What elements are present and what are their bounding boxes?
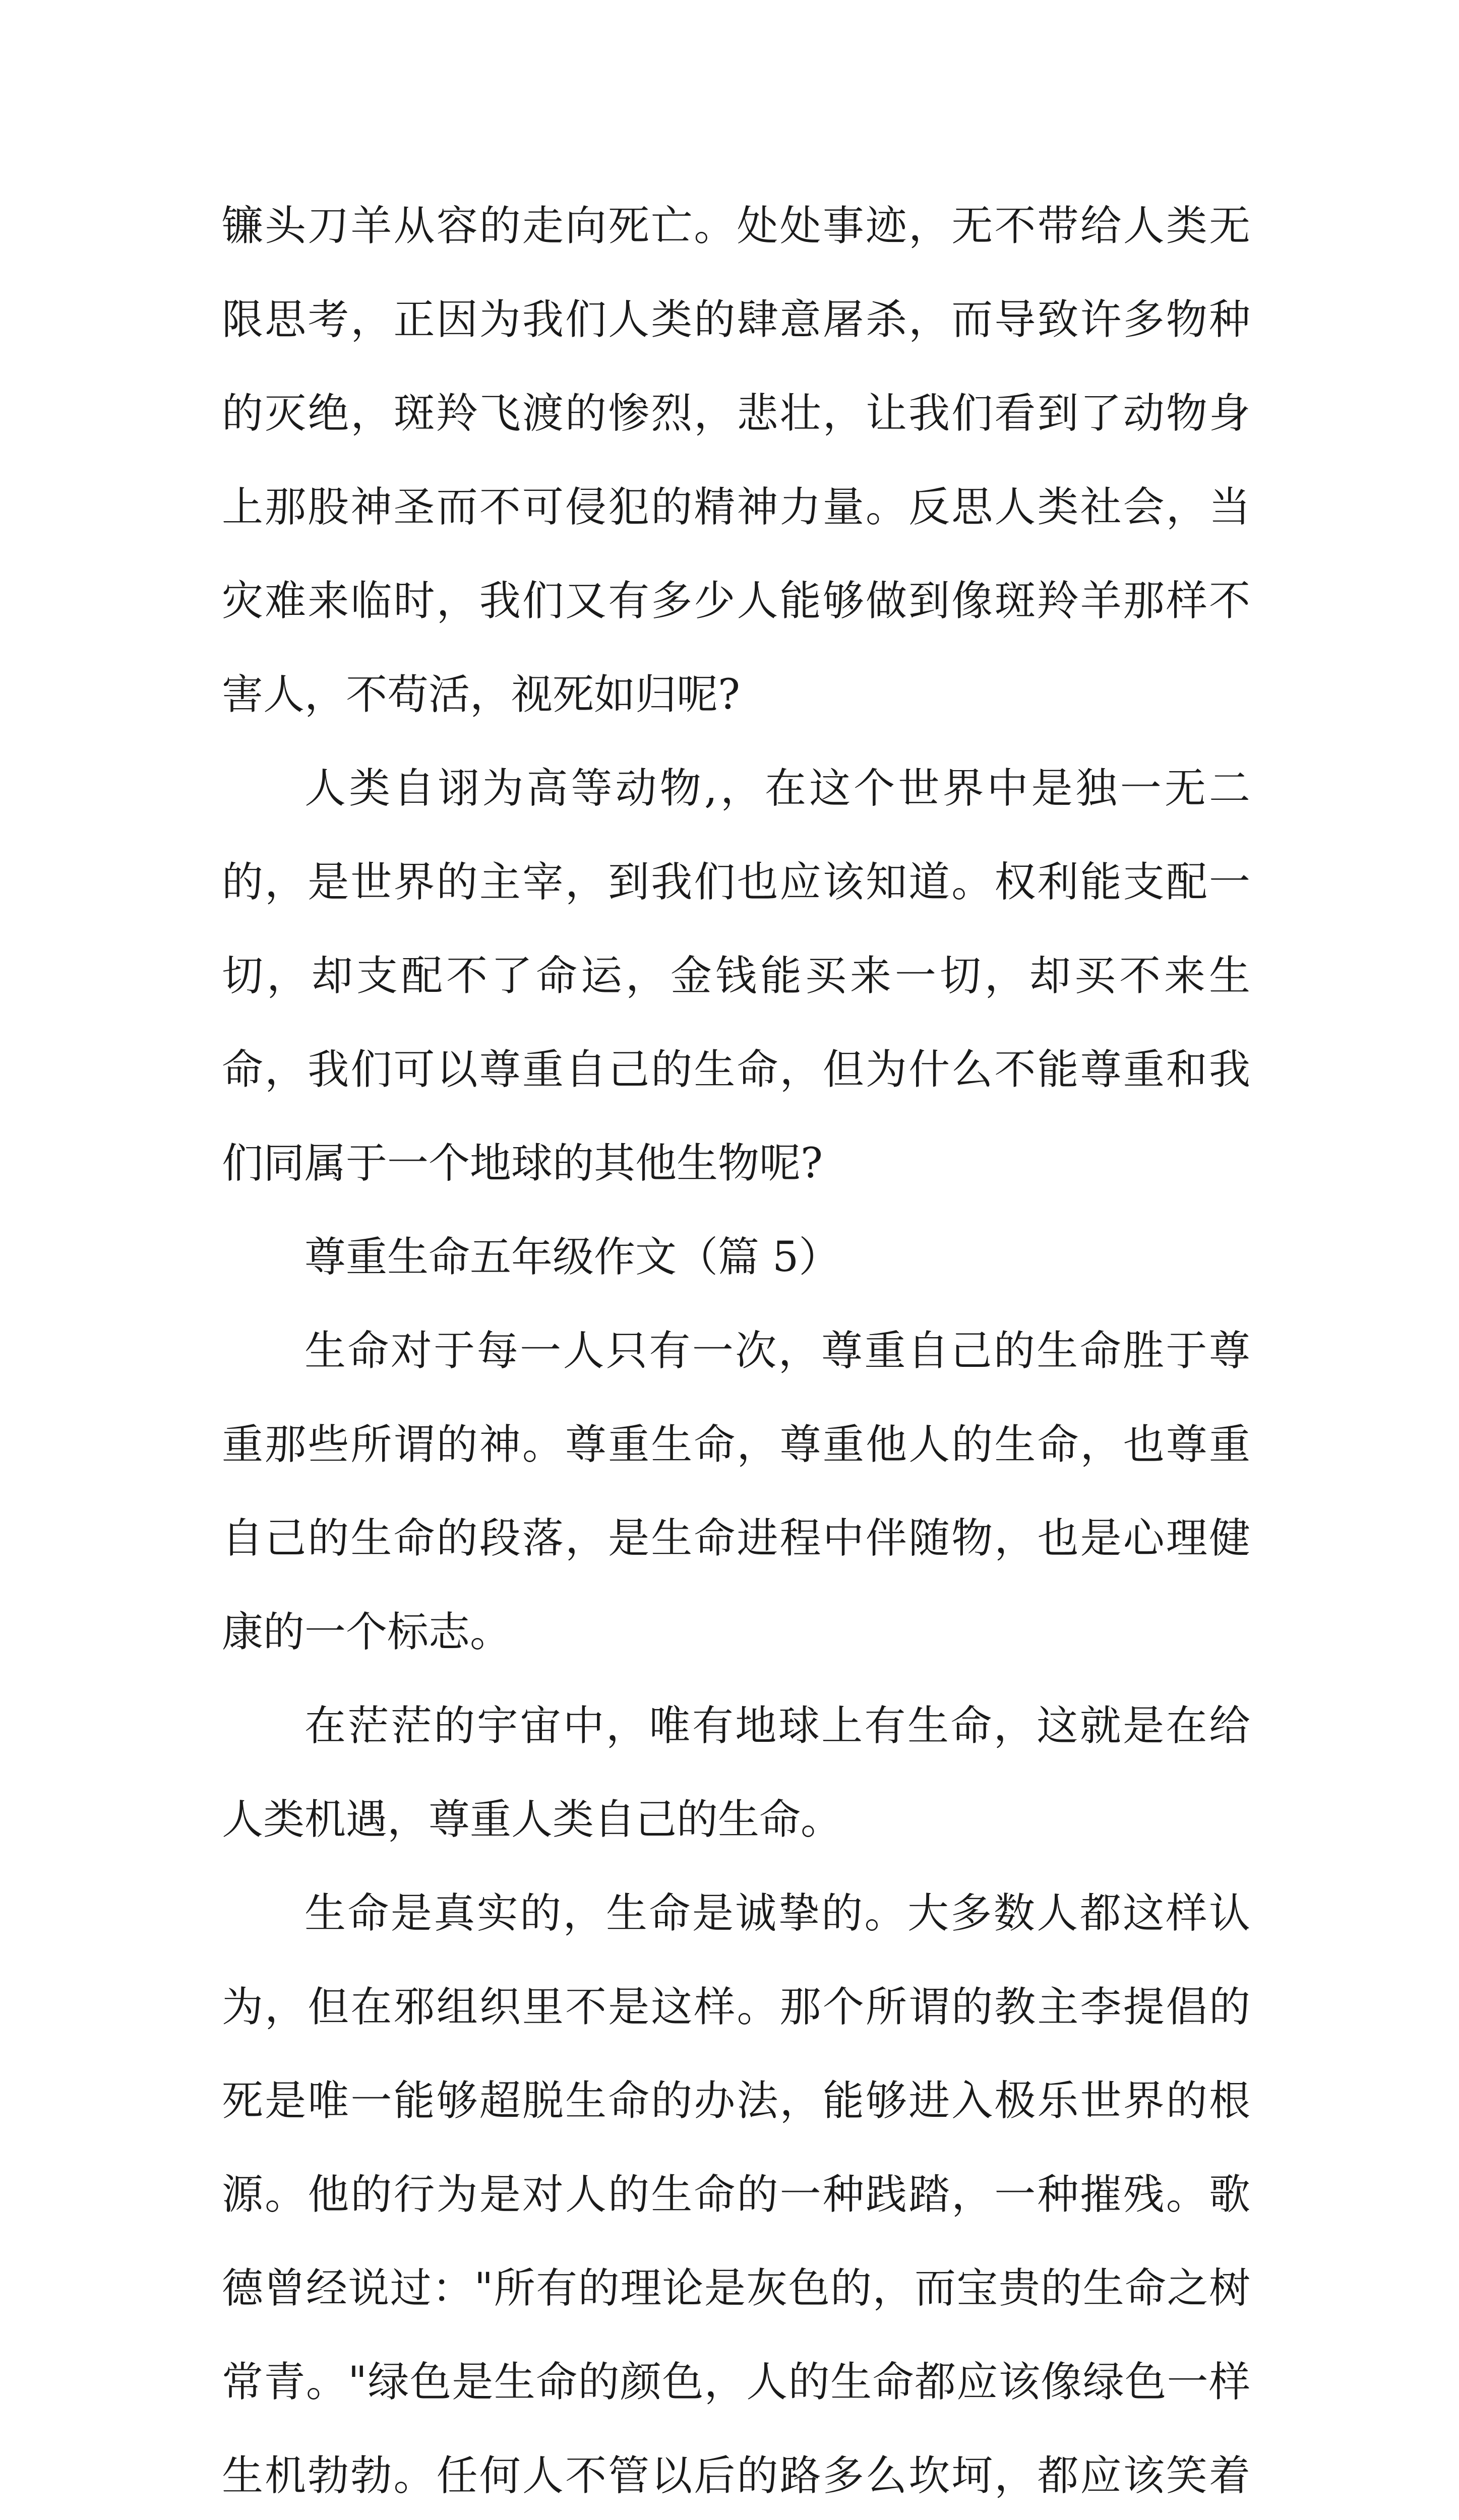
section-heading: 尊重生命五年级作文（篇 5） bbox=[305, 1233, 840, 1281]
paragraph-1: 镰头刀羊从容的走向死亡。处处事迹，无不带给人类无限思考，正因为我们人类的肆意屠杀，而导致许多物种的灭绝，斑羚飞渡的惨烈，悲壮，让我们看到了动物身上那股神圣而不可侵犯的精神力量。反思人类社会，当灾难来临时，我们又有多少人能够做到像斑羚羊那样不害人，不苟活，视死如归呢? bbox=[222, 202, 1250, 719]
paragraph-3: 生命对于每一人只有一次，尊重自己的生命胜于尊重那些所谓的神。尊重生命，尊重他人的生命，也尊重自己的生命的段落，是生命进程中伴随物，也是心理健康的一个标志。 bbox=[222, 1327, 1250, 1656]
paragraph-4: 在茫茫的宇宙中，唯有地球上有生命，这就是在给人类机遇，尊重人类自己的生命。 bbox=[222, 1702, 1250, 1844]
paragraph-5: 生命是真实的，生命是诚挚的。大多数人都这样认为，但在邪组织里不是这样。那个所谓的教主李提倡的死是唯一能够超脱生命的办法，能够进入极乐世界的根源。他的行为是对人的生命的一种践踏，一种摧残。歌德曾经说过："所有的理论是灰色的，而宝贵的生命之树常青。"绿色是生命的颜色，人的生命都应该像绿色一样生机勃勃。任何人不管以后的路多么坎坷，都应该笑着 bbox=[222, 1889, 1250, 2500]
paragraph-2: 人类自诩为高等动物,，在这个世界中是独一无二的，是世界的主宰，到我们也应该知道。权利能支配一切，却支配不了命运，金钱能买来一切，却买不来生命，我们可以尊重自己的生命，但为什么不能尊重和我们同属于一个地球的其他生物呢? bbox=[222, 765, 1250, 1187]
document-body bbox=[222, 179, 1250, 2520]
